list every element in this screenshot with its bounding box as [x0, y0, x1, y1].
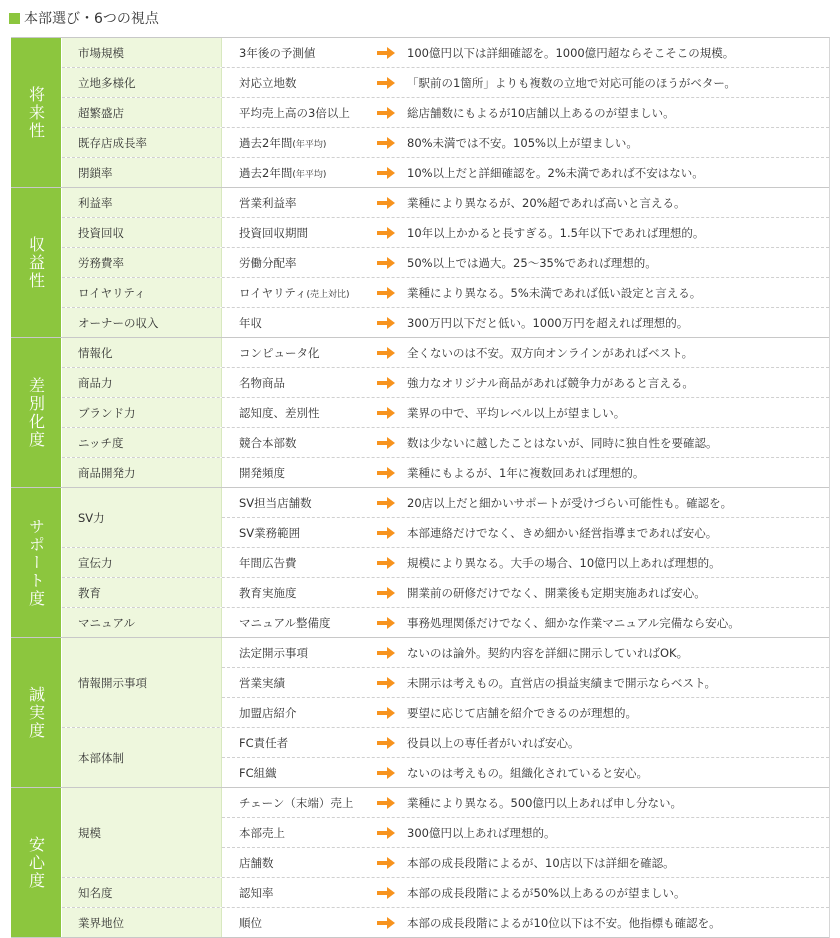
- metric-cell: [222, 765, 377, 781]
- criteria-items: [222, 158, 829, 187]
- criteria-row: [222, 98, 829, 127]
- metric-text: 投資回収期間: [239, 225, 308, 240]
- criteria-group: [62, 727, 829, 787]
- description-cell: 本部の成長段階によるが10位以下は不安。他指標も確認を。: [407, 915, 721, 930]
- section: [11, 638, 829, 788]
- metric-text: 3年後の予測値: [239, 45, 316, 60]
- description-cell: 300億円以上あれば理想的。: [407, 825, 556, 840]
- description-cell: ないのは考えもの。組織化されていると安心。: [407, 765, 649, 780]
- criteria-row: [222, 578, 829, 607]
- category-label: 収益性: [26, 235, 46, 290]
- metric-cell: [222, 525, 377, 541]
- criteria-row: [222, 697, 829, 727]
- criteria-row: [222, 398, 829, 427]
- right-arrow-icon: [377, 437, 395, 449]
- arrow-cell: [377, 107, 407, 119]
- metric-cell: [222, 165, 377, 181]
- right-arrow-icon: [377, 767, 395, 779]
- metric-cell: [222, 735, 377, 751]
- arrow-cell: [377, 47, 407, 59]
- right-arrow-icon: [377, 677, 395, 689]
- criteria-items: [222, 728, 829, 787]
- description-cell: 数は少ないに越したことはないが、同時に独自性を要確認。: [407, 435, 718, 450]
- criteria-items: [222, 458, 829, 487]
- criteria-label: 立地多様化: [62, 68, 222, 97]
- metric-cell: [222, 135, 377, 151]
- criteria-group: [62, 127, 829, 157]
- right-arrow-icon: [377, 827, 395, 839]
- arrow-cell: [377, 347, 407, 359]
- criteria-group: [62, 607, 829, 637]
- description-cell: 全くないのは不安。双方向オンラインがあればベスト。: [407, 345, 694, 360]
- criteria-row: [222, 128, 829, 157]
- metric-text: 認知率: [239, 885, 274, 900]
- metric-text: チェーン（末端）売上: [239, 795, 354, 810]
- criteria-row: [222, 458, 829, 487]
- arrow-cell: [377, 617, 407, 629]
- description-cell: 開業前の研修だけでなく、開業後も定期実施あれば安心。: [407, 585, 706, 600]
- arrow-cell: [377, 557, 407, 569]
- metric-cell: [222, 825, 377, 841]
- criteria-items: [222, 218, 829, 247]
- metric-cell: [222, 885, 377, 901]
- criteria-row: [222, 847, 829, 877]
- criteria-label: ブランド力: [62, 398, 222, 427]
- criteria-row: [222, 788, 829, 817]
- description-cell: 事務処理関係だけでなく、細かな作業マニュアル完備なら安心。: [407, 615, 740, 630]
- right-arrow-icon: [377, 107, 395, 119]
- criteria-row: [222, 338, 829, 367]
- metric-cell: [222, 375, 377, 391]
- right-arrow-icon: [377, 587, 395, 599]
- arrow-cell: [377, 197, 407, 209]
- description-cell: 業種により異なるが、20%超であれば高いと言える。: [407, 195, 686, 210]
- criteria-label: ニッチ度: [62, 428, 222, 457]
- category-cell: [11, 488, 62, 637]
- criteria-items: [222, 428, 829, 457]
- criteria-group: [62, 338, 829, 367]
- metric-text: 対応立地数: [239, 75, 297, 90]
- category-cell: [11, 638, 62, 787]
- metric-note: (年平均): [292, 139, 327, 150]
- category-label: サポート度: [26, 517, 46, 608]
- criteria-items: [222, 638, 829, 727]
- section-rows: [62, 38, 829, 187]
- criteria-label: ロイヤリティ: [62, 278, 222, 307]
- metric-text: 開発頻度: [239, 465, 285, 480]
- criteria-group: [62, 457, 829, 487]
- criteria-group: [62, 547, 829, 577]
- metric-text: 名物商品: [239, 375, 285, 390]
- right-arrow-icon: [377, 407, 395, 419]
- arrow-cell: [377, 437, 407, 449]
- criteria-items: [222, 98, 829, 127]
- description-cell: 業種により異なる。500億円以上あれば申し分ない。: [407, 795, 682, 810]
- section: [11, 38, 829, 188]
- criteria-items: [222, 548, 829, 577]
- description-cell: 「駅前の1箇所」よりも複数の立地で対応可能のほうがベター。: [407, 75, 736, 90]
- criteria-label: 既存店成長率: [62, 128, 222, 157]
- section: [11, 488, 829, 638]
- description-cell: 本部の成長段階によるが、10店以下は詳細を確認。: [407, 855, 675, 870]
- metric-cell: [222, 675, 377, 691]
- criteria-items: [222, 338, 829, 367]
- metric-cell: [222, 315, 377, 331]
- criteria-label: SV力: [62, 488, 222, 547]
- criteria-label: 業界地位: [62, 908, 222, 937]
- arrow-cell: [377, 827, 407, 839]
- criteria-table: [11, 37, 830, 938]
- metric-cell: [222, 585, 377, 601]
- metric-text: 法定開示事項: [239, 645, 308, 660]
- metric-cell: [222, 345, 377, 361]
- description-cell: 役員以上の専任者がいれば安心。: [407, 735, 580, 750]
- criteria-group: [62, 157, 829, 187]
- arrow-cell: [377, 737, 407, 749]
- criteria-row: [222, 188, 829, 217]
- criteria-row: [222, 488, 829, 517]
- criteria-row: [222, 548, 829, 577]
- metric-text: SV業務範囲: [239, 525, 301, 540]
- metric-cell: [222, 225, 377, 241]
- criteria-row: [222, 757, 829, 787]
- description-cell: 10%以上だと詳細確認を。2%未満であれば不安はない。: [407, 165, 704, 180]
- right-arrow-icon: [377, 227, 395, 239]
- arrow-cell: [377, 287, 407, 299]
- metric-cell: [222, 435, 377, 451]
- criteria-group: [62, 907, 829, 937]
- arrow-cell: [377, 77, 407, 89]
- metric-text: 過去2年間: [239, 135, 293, 150]
- section-rows: [62, 488, 829, 637]
- metric-text: FC責任者: [239, 735, 289, 750]
- criteria-row: [222, 878, 829, 907]
- metric-cell: [222, 645, 377, 661]
- description-cell: 100億円以下は詳細確認を。1000億円超ならそこそこの規模。: [407, 45, 735, 60]
- section-rows: [62, 188, 829, 337]
- criteria-label: 商品開発力: [62, 458, 222, 487]
- right-arrow-icon: [377, 557, 395, 569]
- metric-text: ロイヤリティ: [239, 285, 307, 300]
- right-arrow-icon: [377, 617, 395, 629]
- criteria-label: 市場規模: [62, 38, 222, 67]
- criteria-items: [222, 308, 829, 337]
- arrow-cell: [377, 527, 407, 539]
- right-arrow-icon: [377, 197, 395, 209]
- metric-text: 店舗数: [239, 855, 274, 870]
- right-arrow-icon: [377, 257, 395, 269]
- category-label: 誠実度: [26, 685, 46, 740]
- metric-text: コンピュータ化: [239, 345, 320, 360]
- criteria-label: 教育: [62, 578, 222, 607]
- criteria-group: [62, 367, 829, 397]
- criteria-label: 知名度: [62, 878, 222, 907]
- criteria-items: [222, 488, 829, 547]
- arrow-cell: [377, 707, 407, 719]
- criteria-group: [62, 67, 829, 97]
- criteria-label: 超繁盛店: [62, 98, 222, 127]
- arrow-cell: [377, 797, 407, 809]
- metric-text: 認知度、差別性: [239, 405, 320, 420]
- criteria-group: [62, 788, 829, 877]
- metric-text: 順位: [239, 915, 262, 930]
- arrow-cell: [377, 227, 407, 239]
- criteria-group: [62, 217, 829, 247]
- metric-text: FC組織: [239, 765, 277, 780]
- criteria-items: [222, 608, 829, 637]
- right-arrow-icon: [377, 47, 395, 59]
- section: [11, 188, 829, 338]
- criteria-group: [62, 488, 829, 547]
- arrow-cell: [377, 767, 407, 779]
- criteria-label: 情報化: [62, 338, 222, 367]
- criteria-group: [62, 877, 829, 907]
- metric-text: 競合本部数: [239, 435, 297, 450]
- criteria-group: [62, 427, 829, 457]
- category-label: 安心度: [26, 835, 46, 890]
- criteria-group: [62, 638, 829, 727]
- criteria-group: [62, 97, 829, 127]
- criteria-row: [222, 638, 829, 667]
- metric-cell: [222, 195, 377, 211]
- criteria-items: [222, 68, 829, 97]
- criteria-row: [222, 608, 829, 637]
- right-arrow-icon: [377, 647, 395, 659]
- right-arrow-icon: [377, 467, 395, 479]
- criteria-row: [222, 667, 829, 697]
- right-arrow-icon: [377, 137, 395, 149]
- criteria-label: 宣伝力: [62, 548, 222, 577]
- criteria-items: [222, 368, 829, 397]
- criteria-row: [222, 728, 829, 757]
- arrow-cell: [377, 587, 407, 599]
- arrow-cell: [377, 467, 407, 479]
- criteria-row: [222, 218, 829, 247]
- criteria-label: 商品力: [62, 368, 222, 397]
- description-cell: 10年以上かかると長すぎる。1.5年以下であれば理想的。: [407, 225, 705, 240]
- metric-cell: [222, 855, 377, 871]
- description-cell: 業界の中で、平均レベル以上が望ましい。: [407, 405, 626, 420]
- criteria-group: [62, 307, 829, 337]
- description-cell: 総店舗数にもよるが10店舗以上あるのが望ましい。: [407, 105, 675, 120]
- criteria-row: [222, 308, 829, 337]
- criteria-group: [62, 188, 829, 217]
- arrow-cell: [377, 317, 407, 329]
- description-cell: 本部の成長段階によるが50%以上あるのが望ましい。: [407, 885, 686, 900]
- right-arrow-icon: [377, 167, 395, 179]
- description-cell: 20店以上だと細かいサポートが受けづらい可能性も。確認を。: [407, 495, 733, 510]
- description-cell: 規模により異なる。大手の場合、10億円以上あれば理想的。: [407, 555, 721, 570]
- metric-cell: [222, 705, 377, 721]
- category-cell: [11, 788, 62, 937]
- criteria-items: [222, 878, 829, 907]
- metric-cell: [222, 795, 377, 811]
- metric-cell: [222, 615, 377, 631]
- criteria-group: [62, 577, 829, 607]
- description-cell: 本部連絡だけでなく、きめ細かい経営指導まであれば安心。: [407, 525, 718, 540]
- criteria-label: マニュアル: [62, 608, 222, 637]
- criteria-items: [222, 278, 829, 307]
- arrow-cell: [377, 647, 407, 659]
- criteria-row: [222, 428, 829, 457]
- criteria-items: [222, 398, 829, 427]
- right-arrow-icon: [377, 797, 395, 809]
- description-cell: ないのは論外。契約内容を詳細に開示していればOK。: [407, 645, 689, 660]
- criteria-row: [222, 68, 829, 97]
- metric-cell: [222, 75, 377, 91]
- description-cell: 業種にもよるが、1年に複数回あれば理想的。: [407, 465, 645, 480]
- criteria-row: [222, 248, 829, 277]
- criteria-items: [222, 578, 829, 607]
- metric-cell: [222, 405, 377, 421]
- criteria-row: [222, 278, 829, 307]
- metric-text: 教育実施度: [239, 585, 297, 600]
- criteria-row: [222, 158, 829, 187]
- criteria-label: オーナーの収入: [62, 308, 222, 337]
- metric-text: 加盟店紹介: [239, 705, 297, 720]
- criteria-items: [222, 38, 829, 67]
- right-arrow-icon: [377, 377, 395, 389]
- criteria-items: [222, 188, 829, 217]
- description-cell: 強力なオリジナル商品があれば競争力があると言える。: [407, 375, 694, 390]
- right-arrow-icon: [377, 527, 395, 539]
- criteria-label: 閉鎖率: [62, 158, 222, 187]
- right-arrow-icon: [377, 77, 395, 89]
- category-cell: [11, 338, 62, 487]
- metric-text: 営業実績: [239, 675, 285, 690]
- criteria-group: [62, 38, 829, 67]
- metric-cell: [222, 465, 377, 481]
- arrow-cell: [377, 857, 407, 869]
- category-cell: [11, 188, 62, 337]
- description-cell: 要望に応じて店舗を紹介できるのが理想的。: [407, 705, 637, 720]
- metric-text: SV担当店舗数: [239, 495, 312, 510]
- metric-cell: [222, 495, 377, 511]
- section-rows: [62, 338, 829, 487]
- description-cell: 未開示は考えもの。直営店の損益実績まで開示ならベスト。: [407, 675, 717, 690]
- section: [11, 788, 829, 938]
- criteria-items: [222, 248, 829, 277]
- metric-text: マニュアル整備度: [239, 615, 331, 630]
- metric-note: (売上対比): [306, 289, 350, 300]
- description-cell: 業種により異なる。5%未満であれば低い設定と言える。: [407, 285, 702, 300]
- arrow-cell: [377, 257, 407, 269]
- criteria-label: 規模: [62, 788, 222, 877]
- right-arrow-icon: [377, 857, 395, 869]
- section-rows: [62, 638, 829, 787]
- criteria-row: [222, 368, 829, 397]
- metric-cell: [222, 45, 377, 61]
- metric-cell: [222, 255, 377, 271]
- right-arrow-icon: [377, 287, 395, 299]
- description-cell: 300万円以下だと低い。1000万円を超えれば理想的。: [407, 315, 689, 330]
- arrow-cell: [377, 677, 407, 689]
- description-cell: 80%未満では不安。105%以上が望ましい。: [407, 135, 638, 150]
- metric-cell: [222, 105, 377, 121]
- right-arrow-icon: [377, 347, 395, 359]
- title-square-icon: [9, 13, 20, 24]
- page-title: 本部選び・6つの視点: [24, 11, 159, 27]
- right-arrow-icon: [377, 737, 395, 749]
- right-arrow-icon: [377, 887, 395, 899]
- criteria-items: [222, 788, 829, 877]
- arrow-cell: [377, 887, 407, 899]
- metric-text: 労働分配率: [239, 255, 297, 270]
- metric-text: 本部売上: [239, 825, 285, 840]
- criteria-group: [62, 247, 829, 277]
- metric-cell: [222, 285, 377, 301]
- category-label: 差別化度: [26, 376, 46, 449]
- criteria-group: [62, 397, 829, 427]
- metric-text: 平均売上高の3倍以上: [239, 105, 350, 120]
- arrow-cell: [377, 167, 407, 179]
- arrow-cell: [377, 137, 407, 149]
- metric-text: 年収: [239, 315, 262, 330]
- criteria-row: [222, 817, 829, 847]
- metric-text: 営業利益率: [239, 195, 297, 210]
- right-arrow-icon: [377, 317, 395, 329]
- metric-text: 過去2年間: [239, 165, 293, 180]
- criteria-row: [222, 517, 829, 547]
- category-cell: [11, 38, 62, 187]
- arrow-cell: [377, 377, 407, 389]
- arrow-cell: [377, 497, 407, 509]
- criteria-label: 情報開示事項: [62, 638, 222, 727]
- right-arrow-icon: [377, 497, 395, 509]
- section: [11, 338, 829, 488]
- arrow-cell: [377, 407, 407, 419]
- criteria-label: 労務費率: [62, 248, 222, 277]
- criteria-label: 投資回収: [62, 218, 222, 247]
- criteria-row: [222, 38, 829, 67]
- criteria-label: 利益率: [62, 188, 222, 217]
- category-label: 将来性: [26, 85, 46, 140]
- metric-cell: [222, 555, 377, 571]
- section-rows: [62, 788, 829, 937]
- criteria-group: [62, 277, 829, 307]
- right-arrow-icon: [377, 707, 395, 719]
- description-cell: 50%以上では過大。25〜35%であれば理想的。: [407, 255, 657, 270]
- metric-note: (年平均): [292, 169, 327, 180]
- page-title-bar: [9, 9, 159, 27]
- criteria-label: 本部体制: [62, 728, 222, 787]
- criteria-items: [222, 128, 829, 157]
- metric-text: 年間広告費: [239, 555, 297, 570]
